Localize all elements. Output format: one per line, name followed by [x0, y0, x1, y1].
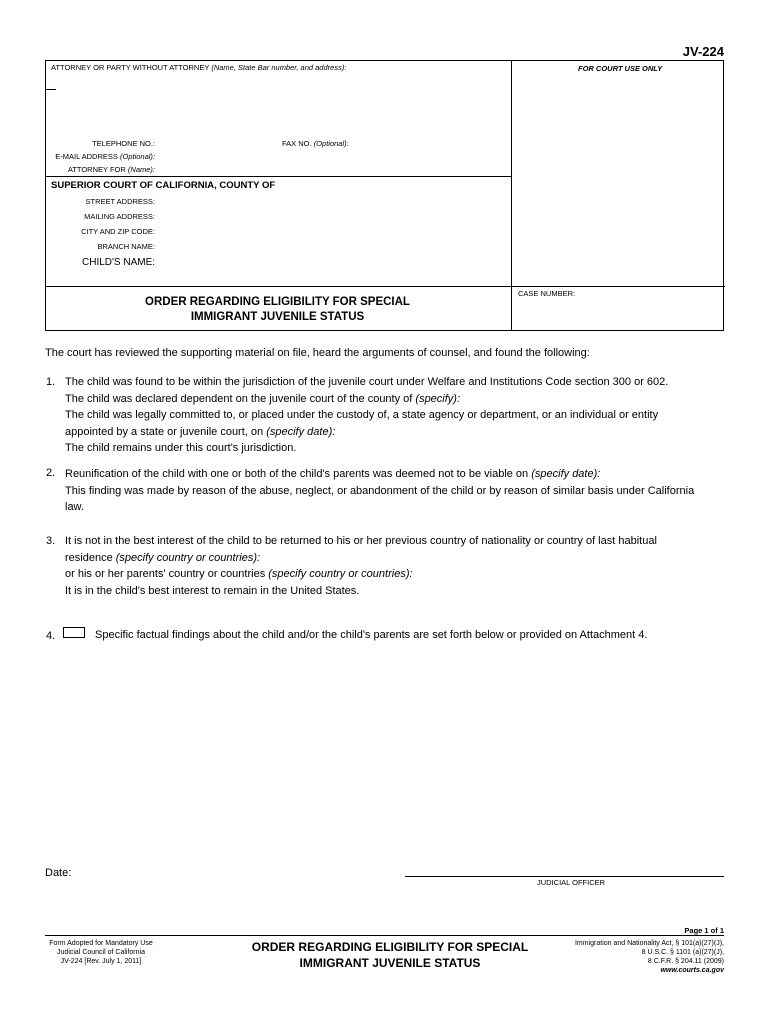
item-3: It is not in the best interest of the child to be returned to his or her previous country of nationality or country of last habitual residence (specify country or countries): or his or her parents' country or countries (specify country or countries): It is in the child's best interest to remain in the United States.: [65, 535, 657, 597]
item-4-number: 4.: [46, 630, 56, 642]
signature-line: [405, 876, 724, 877]
divider-title: [46, 286, 725, 287]
footer-citations: Immigration and Nationality Act, § 101(a)(27)(J), 8 U.S.C. § 1101 (a)(27)(J), 8 C.F.R. § 204.11 (2009) www.courts.ca.gov: [524, 939, 724, 975]
mailing-address-label: MAILING ADDRESS:: [84, 212, 155, 221]
branch-name-label: BRANCH NAME:: [97, 242, 155, 251]
email-label: E-MAIL ADDRESS (Optional):: [55, 152, 155, 161]
form-title: ORDER REGARDING ELIGIBILITY FOR SPECIAL IMMIGRANT JUVENILE STATUS: [145, 296, 410, 323]
item-4-text: Specific factual findings about the child and/or the child's parents are set forth below or provided on Attachment 4.: [95, 629, 648, 641]
judicial-officer-label: JUDICIAL OFFICER: [537, 878, 606, 887]
attorney-label: ATTORNEY OR PARTY WITHOUT ATTORNEY (Name, State Bar number, and address):: [51, 63, 347, 72]
childs-name-label: CHILD'S NAME:: [82, 257, 156, 268]
page-number: Page 1 of 1: [684, 926, 724, 935]
fax-label: FAX NO. (Optional):: [282, 139, 349, 148]
intro-text: The court has reviewed the supporting material on file, heard the arguments of counsel, and found the following:: [45, 347, 590, 359]
attorney-for-label: ATTORNEY FOR (Name):: [67, 165, 155, 174]
item-1-number: 1.: [46, 376, 56, 388]
court-title: SUPERIOR COURT OF CALIFORNIA, COUNTY OF: [51, 180, 276, 191]
divider-vertical: [511, 61, 512, 331]
courts-website-link[interactable]: www.courts.ca.gov: [660, 967, 724, 974]
date-label: Date:: [45, 867, 72, 879]
item-1: The child was found to be within the jurisdiction of the juvenile court under Welfare and Institutions Code section 300 or 602. The child was declared dependent on the juvenile court of the county of (specify): The child was legally committed to, or placed under the custody of, a state agency or department, or an individual or entity appointed by a state or juvenile court, on (specify date): The child remains under this court's jurisdiction.: [65, 376, 669, 454]
form-number: JV-224: [682, 44, 724, 59]
divider-attorney: [46, 176, 511, 177]
item-3-number: 3.: [46, 535, 56, 547]
attachment-4-checkbox[interactable]: [63, 627, 85, 638]
item-2: Reunification of the child with one or both of the child's parents was deemed not to be viable on (specify date): This finding was made by reason of the abuse, neglect, or abandonment of the child or by reason of similar basis under California law.: [65, 468, 695, 513]
footer-title: ORDER REGARDING ELIGIBILITY FOR SPECIAL IMMIGRANT JUVENILE STATUS: [251, 940, 529, 970]
city-zip-label: CITY AND ZIP CODE:: [81, 227, 155, 236]
court-use-label: FOR COURT USE ONLY: [578, 64, 663, 73]
attorney-field-mark: [46, 89, 56, 90]
item-2-number: 2.: [46, 467, 56, 479]
caption-box: [45, 60, 724, 331]
street-address-label: STREET ADDRESS:: [85, 197, 155, 206]
footer-rule: [45, 935, 724, 936]
case-number-label: CASE NUMBER:: [518, 289, 576, 298]
telephone-label: TELEPHONE NO.:: [92, 139, 155, 148]
footer-adoption: Form Adopted for Mandatory Use Judicial Council of California JV-224 [Rev. July 1, 2011]: [49, 940, 153, 965]
